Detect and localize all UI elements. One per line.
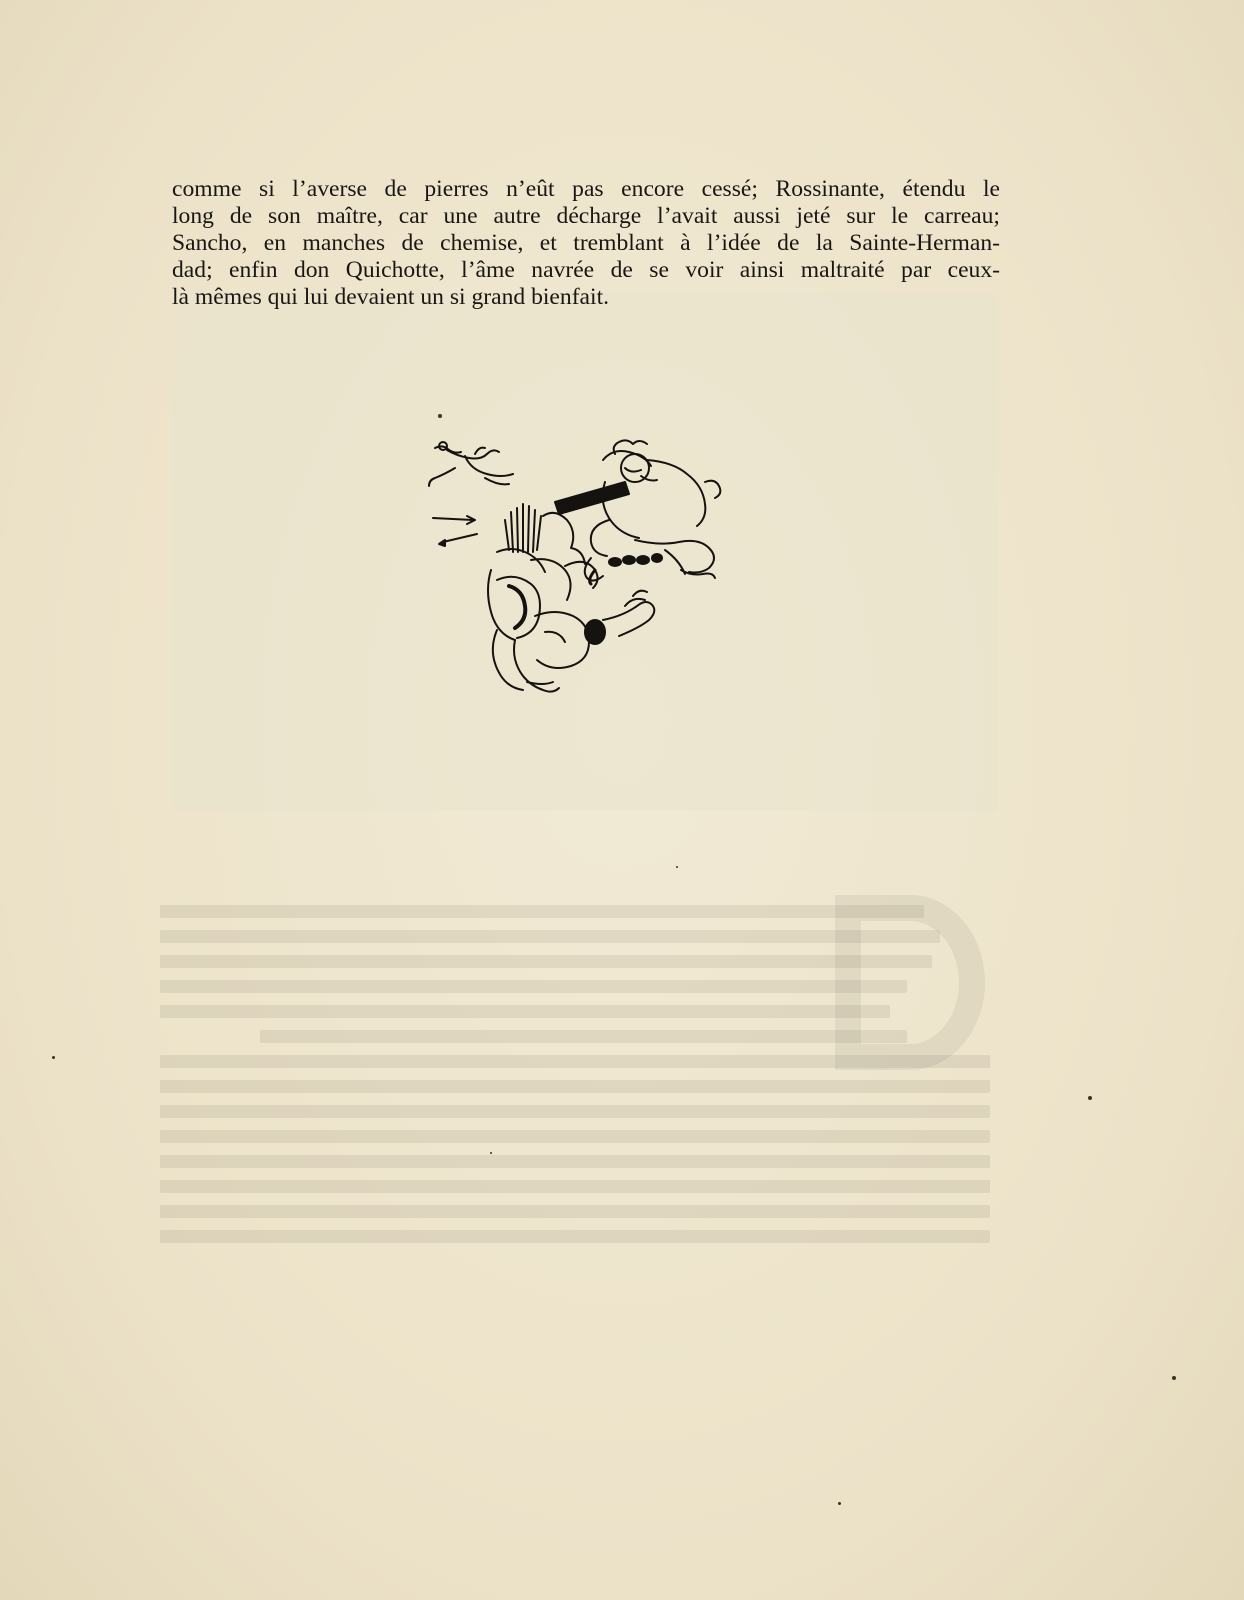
arrows	[433, 516, 477, 546]
ink-speck	[52, 1056, 55, 1059]
fleeing-figure	[429, 442, 513, 486]
ink-speck	[490, 1152, 492, 1154]
ink-speck	[676, 866, 678, 868]
ink-speck	[438, 414, 442, 418]
text-line: là mêmes qui lui devaient un si grand bienfait.	[172, 284, 610, 310]
falling-knight	[488, 504, 654, 692]
text-line: comme si l’averse de pierres n’eût pas encore cessé; Rossinante, étendu le	[172, 176, 1000, 202]
text-line: dad; enfin don Quichotte, l’âme navrée de se voir ainsi maltraité par ceux-	[172, 257, 1000, 283]
ink-speck	[1172, 1376, 1176, 1380]
body-paragraph	[172, 176, 1000, 311]
ink-speck	[838, 1502, 841, 1505]
ink-speck	[1088, 1096, 1092, 1100]
text-line: Sancho, en manches de chemise, et tremblant à l’idée de la Sainte-Herman-	[172, 230, 1000, 256]
ink-illustration	[425, 420, 751, 712]
text-line: long de son maître, car une autre décharge l’avait aussi jeté sur le carreau;	[172, 203, 1000, 229]
bleed-through-initial	[835, 895, 985, 1070]
